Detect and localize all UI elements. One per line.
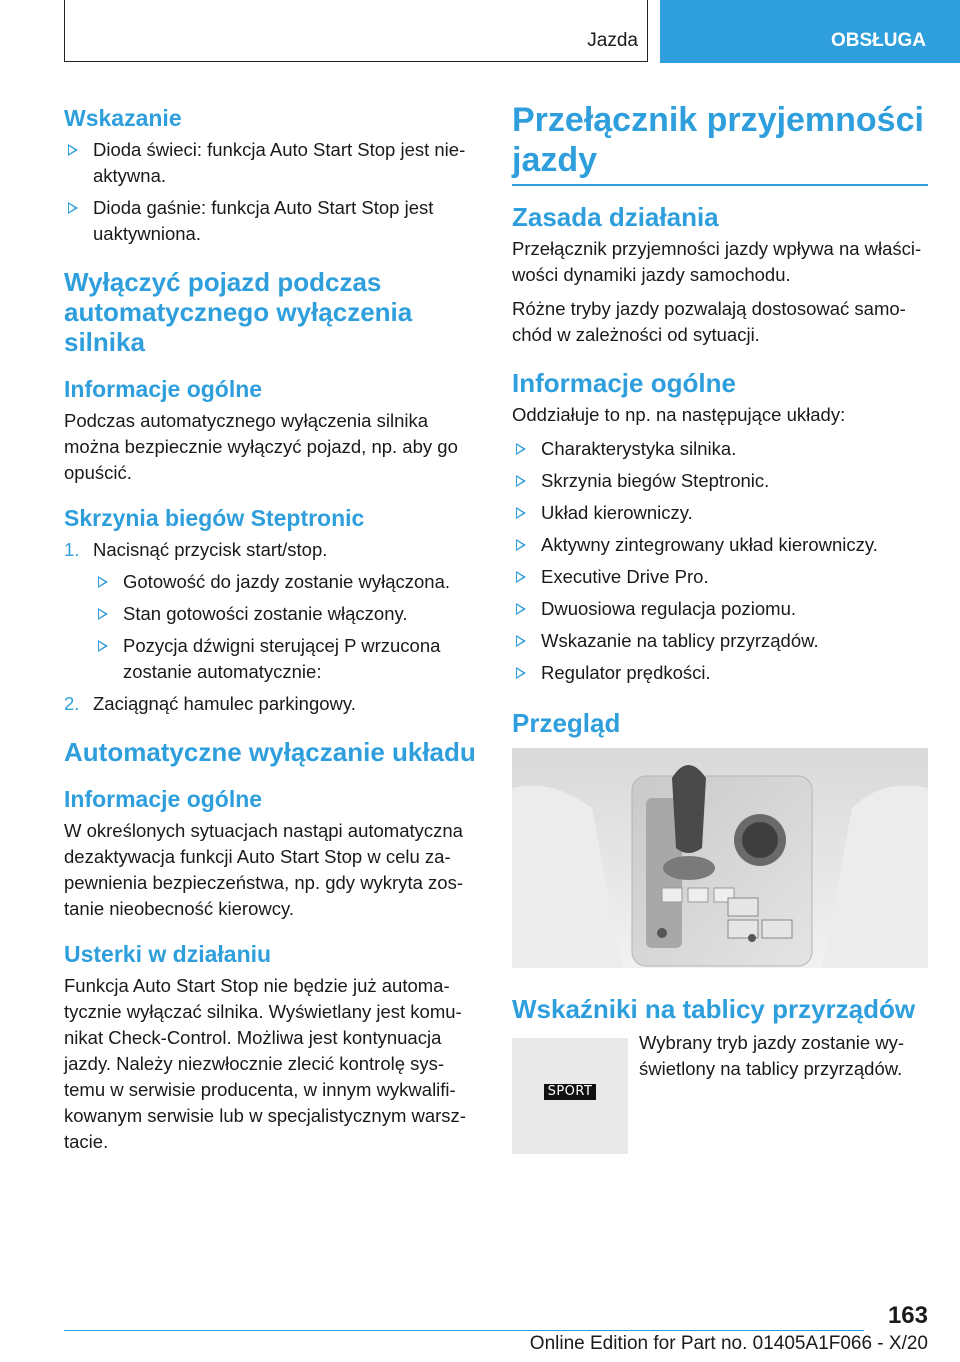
chapter-tab: OBSŁUGA (660, 0, 960, 63)
list-item: Executive Drive Pro. (512, 564, 928, 590)
bullet-arrow-icon (98, 640, 108, 652)
list-item: Pozycja dźwigni sterującej P wrzucona zostanie automatycznie: (94, 633, 482, 685)
paragraph: W określonych sytuacjach nastąpi automatyczna dezaktywacja funkcji Auto Start Stop w celu za-pewnienia bezpieczeństwa, np. gdy wykryta zos-tanie nieobecność kierowcy. (64, 820, 463, 919)
footer-edition: Online Edition for Part no. 01405A1F066 - X/20 (529, 1333, 928, 1354)
list-item: Dioda świeci: funkcja Auto Start Stop jest nie-aktywna. (64, 137, 482, 189)
bullet-arrow-icon (516, 507, 526, 519)
bullet-arrow-icon (98, 608, 108, 620)
list-item: Dwuosiowa regulacja poziomu. (512, 596, 928, 622)
paragraph: Różne tryby jazdy pozwalają dostosować samo-chód w zależności od sytuacji. (512, 298, 906, 345)
list-item: Charakterystyka silnika. (512, 436, 928, 462)
bullet-arrow-icon (516, 539, 526, 551)
heading-informacje-ogolne: Informacje ogólne (64, 786, 263, 812)
heading-wskazanie: Wskazanie (64, 105, 182, 131)
bullet-arrow-icon (516, 475, 526, 487)
list-item: Wskazanie na tablicy przyrządów. (512, 628, 928, 654)
bullet-arrow-icon (516, 603, 526, 615)
list-item: Regulator prędkości. (512, 660, 928, 686)
heading-wskazniki: Wskaźniki na tablicy przyrządów (512, 994, 916, 1024)
sport-mode-indicator: SPORT (544, 1084, 596, 1100)
bullet-arrow-icon (516, 571, 526, 583)
page-number: 163 (887, 1302, 928, 1329)
heading-informacje-ogolne: Informacje ogólne (64, 376, 263, 402)
numbered-step-2: 2. Zaciągnąć hamulec parkingowy. (64, 693, 356, 714)
list-item: Gotowość do jazdy zostanie wyłączona. (94, 569, 482, 595)
bullet-arrow-icon (68, 202, 78, 214)
section-title: Jazda (587, 30, 638, 51)
list-item: Stan gotowości zostanie włączony. (94, 601, 482, 627)
bullet-arrow-icon (68, 144, 78, 156)
title-divider (512, 184, 928, 186)
paragraph: Funkcja Auto Start Stop nie będzie już automa-tycznie wyłączać silnika. Wyświetlany jest komu-nikat Check-Control. Możliwa jest kontynuacja jazdy. Należy niezwłocznie zlecić kontrolę sys-temu w serwisie producenta, w innym wykwalifi-kowanym serwisie lub w specjalistycznym warsz-tacie. (64, 975, 466, 1152)
numbered-step-1: 1. Nacisnąć przycisk start/stop. (64, 539, 328, 560)
list-item: Aktywny zintegrowany układ kierowniczy. (512, 532, 928, 558)
heading-steptronic: Skrzynia biegów Steptronic (64, 505, 365, 531)
paragraph: Wybrany tryb jazdy zostanie wy-świetlony na tablicy przyrządów. (639, 1032, 905, 1079)
paragraph: Oddziałuje to np. na następujące układy: (512, 404, 846, 425)
heading-informacje-ogolne: Informacje ogólne (512, 368, 736, 398)
instrument-cluster-image (512, 1038, 628, 1154)
right-column (512, 100, 928, 1160)
left-column (64, 100, 482, 1163)
center-console-photo (512, 748, 928, 968)
bullet-arrow-icon (516, 667, 526, 679)
heading-wylaczyc-pojazd: Wyłączyć pojazd podczas automatycznego wyłączenia silnika (64, 267, 413, 357)
paragraph: Przełącznik przyjemności jazdy wpływa na właści-wości dynamiki jazdy samochodu. (512, 238, 922, 285)
bullet-arrow-icon (98, 576, 108, 588)
paragraph: Podczas automatycznego wyłączenia silnika można bezpiecznie wyłączyć pojazd, np. aby go opuścić. (64, 410, 458, 483)
footer-divider (64, 1330, 864, 1331)
list-item: Skrzynia biegów Steptronic. (512, 468, 928, 494)
heading-przeglad: Przegląd (512, 708, 621, 738)
heading-zasada: Zasada działania (512, 202, 719, 232)
heading-usterki: Usterki w działaniu (64, 941, 272, 967)
heading-automatyczne-wylaczanie: Automatyczne wyłączanie układu (64, 737, 476, 767)
list-item: Dioda gaśnie: funkcja Auto Start Stop jest uaktywniona. (64, 195, 482, 247)
indicator-section (512, 1030, 928, 1160)
page-title: Przełącznik przyjemności jazdy (512, 101, 924, 179)
list-item: Układ kierowniczy. (512, 500, 928, 526)
bullet-arrow-icon (516, 635, 526, 647)
bullet-arrow-icon (516, 443, 526, 455)
